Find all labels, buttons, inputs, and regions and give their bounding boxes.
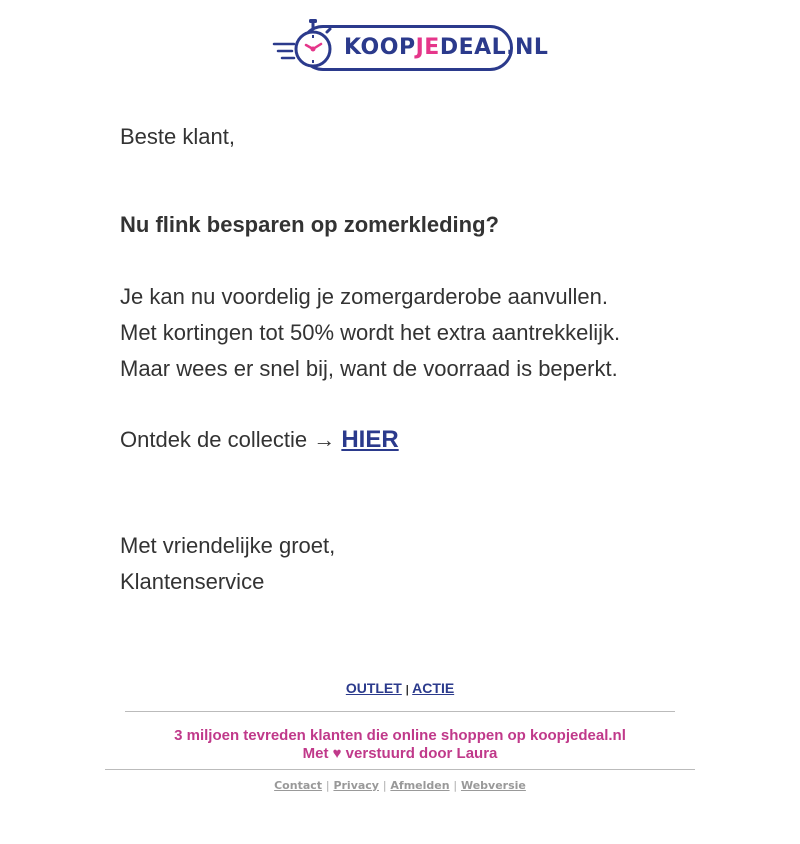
logo-wordmark <box>344 34 548 62</box>
nav-separator: | <box>405 684 409 696</box>
logo-text-prefix: KOOP <box>344 35 416 60</box>
logo-text-accent: JE <box>415 35 440 60</box>
actie-link[interactable]: ACTIE <box>412 680 455 696</box>
headline: Nu flink besparen op zomerkleding? <box>120 212 499 237</box>
footer-nav <box>0 680 800 698</box>
afmelden-link[interactable]: Afmelden <box>390 779 450 792</box>
brand-logo[interactable] <box>272 16 549 76</box>
signoff-line: Met vriendelijke groet, <box>120 533 336 558</box>
greeting: Beste klant, <box>120 124 235 149</box>
promo-paragraph <box>120 279 620 387</box>
cta-hier-link[interactable]: HIER <box>341 426 399 453</box>
cta-prefix: Ontdek de collectie → <box>120 427 342 452</box>
signoff-line: Klantenservice <box>120 569 265 594</box>
legal-separator: | <box>453 779 458 792</box>
logo-text-suffix: DEAL.NL <box>439 35 549 60</box>
signoff <box>120 528 335 600</box>
tagline-sender: Met ♥ verstuurd door Laura <box>302 745 498 762</box>
footer-tagline <box>0 727 800 763</box>
privacy-link[interactable]: Privacy <box>333 779 379 792</box>
tagline-customers: 3 miljoen tevreden klanten die online shoppen op koopjedeal.nl <box>174 727 626 744</box>
legal-separator: | <box>325 779 330 792</box>
paragraph-line: Met kortingen tot 50% wordt het extra aantrekkelijk. <box>120 320 621 345</box>
paragraph-line: Je kan nu voordelig je zomergarderobe aanvullen. <box>120 284 608 309</box>
paragraph-line: Maar wees er snel bij, want de voorraad is beperkt. <box>120 356 618 381</box>
legal-separator: | <box>382 779 387 792</box>
footer-divider-bottom <box>105 769 695 770</box>
footer-legal-links <box>0 778 800 794</box>
footer-divider-top <box>125 711 675 712</box>
cta-line <box>120 422 399 458</box>
outlet-link[interactable]: OUTLET <box>345 680 402 696</box>
webversie-link[interactable]: Webversie <box>460 779 526 792</box>
contact-link[interactable]: Contact <box>274 779 323 792</box>
